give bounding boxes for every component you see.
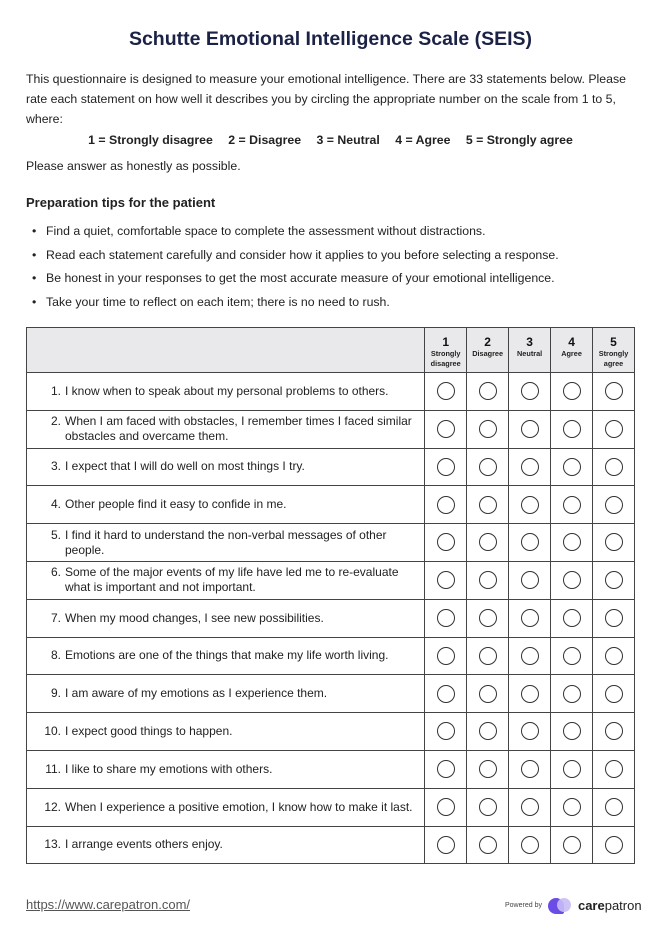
scale-legend xyxy=(0,133,661,147)
rating-radio-2[interactable] xyxy=(479,836,497,854)
rating-radio-1[interactable] xyxy=(437,382,455,400)
bullet-icon: • xyxy=(32,247,37,262)
option-cell xyxy=(425,561,467,599)
rating-radio-4[interactable] xyxy=(563,722,581,740)
option-cell xyxy=(551,675,593,713)
statement-cell xyxy=(27,486,425,524)
statement-text: I expect good things to happen. xyxy=(65,724,233,739)
brand-bold: care xyxy=(577,897,605,913)
rating-radio-1[interactable] xyxy=(437,647,455,665)
rating-radio-3[interactable] xyxy=(521,609,539,627)
statement-column-header xyxy=(27,328,425,373)
option-cell xyxy=(551,410,593,448)
rating-radio-1[interactable] xyxy=(437,609,455,627)
option-cell xyxy=(551,561,593,599)
rating-radio-3[interactable] xyxy=(521,382,539,400)
statement-number: 10. xyxy=(44,724,61,739)
option-cell xyxy=(551,637,593,675)
option-cell xyxy=(509,448,551,486)
column-label: Disagree xyxy=(472,349,504,358)
rating-radio-5[interactable] xyxy=(605,722,623,740)
table-row xyxy=(27,826,635,864)
rating-radio-4[interactable] xyxy=(563,533,581,551)
statement-text: When my mood changes, I see new possibilities. xyxy=(65,610,324,625)
statement-number: 2. xyxy=(50,414,61,429)
rating-radio-5[interactable] xyxy=(605,420,623,438)
rating-radio-3[interactable] xyxy=(521,458,539,476)
option-cell xyxy=(467,524,509,562)
option-cell xyxy=(593,373,635,411)
option-cell xyxy=(509,599,551,637)
option-cell xyxy=(551,448,593,486)
rating-radio-2[interactable] xyxy=(479,685,497,703)
statement-number: 12. xyxy=(44,799,61,814)
column-number: 5 xyxy=(610,335,617,349)
rating-radio-2[interactable] xyxy=(479,420,497,438)
statement-text: I like to share my emotions with others. xyxy=(65,761,273,776)
questionnaire-table xyxy=(26,327,635,864)
rating-radio-1[interactable] xyxy=(437,685,455,703)
rating-radio-4[interactable] xyxy=(563,496,581,514)
bullet-icon: • xyxy=(32,271,37,285)
option-cell xyxy=(467,373,509,411)
statement-cell xyxy=(27,826,425,864)
statement-text: I arrange events others enjoy. xyxy=(65,837,223,852)
statement-cell xyxy=(27,599,425,637)
rating-radio-3[interactable] xyxy=(521,685,539,703)
option-cell xyxy=(551,486,593,524)
statement-number: 1. xyxy=(50,383,61,398)
option-cell xyxy=(593,750,635,788)
option-cell xyxy=(593,826,635,864)
option-cell xyxy=(467,675,509,713)
rating-radio-4[interactable] xyxy=(563,458,581,476)
option-cell xyxy=(551,713,593,751)
option-cell xyxy=(425,788,467,826)
carepatron-logo-icon xyxy=(548,896,574,914)
option-cell xyxy=(593,448,635,486)
column-label: Strongly agree xyxy=(598,349,629,368)
page-title: Schutte Emotional Intelligence Scale (SEIS) xyxy=(128,28,533,50)
table-row xyxy=(27,750,635,788)
statement-cell xyxy=(27,788,425,826)
scale-legend-item: 4 = Agree xyxy=(395,133,451,147)
option-cell xyxy=(509,486,551,524)
table-row xyxy=(27,599,635,637)
rating-radio-1[interactable] xyxy=(437,836,455,854)
column-label: Neutral xyxy=(517,349,543,358)
statement-number: 3. xyxy=(50,459,61,474)
tip-item xyxy=(32,245,559,269)
column-label: Agree xyxy=(561,349,582,358)
option-cell xyxy=(509,826,551,864)
statement-text: I find it hard to understand the non-verbal messages of other people. xyxy=(65,527,387,557)
tip-text: Be honest in your responses to get the most accurate measure of your emotional intelligence. xyxy=(46,271,555,285)
statement-cell xyxy=(27,561,425,599)
statement-number: 13. xyxy=(44,837,61,852)
table-row xyxy=(27,675,635,713)
option-cell xyxy=(551,750,593,788)
bullet-icon: • xyxy=(32,224,37,238)
option-cell xyxy=(425,410,467,448)
rating-radio-3[interactable] xyxy=(521,722,539,740)
option-cell xyxy=(509,524,551,562)
option-cell xyxy=(551,788,593,826)
column-number: 4 xyxy=(568,335,575,349)
brand-rest: patron xyxy=(604,897,642,913)
rating-radio-2[interactable] xyxy=(479,798,497,816)
table-body xyxy=(27,373,635,864)
statement-cell xyxy=(27,713,425,751)
rating-radio-5[interactable] xyxy=(605,798,623,816)
rating-radio-1[interactable] xyxy=(437,722,455,740)
option-cell xyxy=(593,486,635,524)
option-cell xyxy=(467,486,509,524)
rating-radio-1[interactable] xyxy=(437,458,455,476)
option-cell xyxy=(425,826,467,864)
option-cell xyxy=(425,750,467,788)
rating-radio-5[interactable] xyxy=(605,609,623,627)
statement-number: 4. xyxy=(50,497,61,512)
statement-text: Other people find it easy to confide in me. xyxy=(65,497,287,512)
column-label: Strongly disagree xyxy=(430,349,461,368)
table-row xyxy=(27,524,635,562)
scale-legend-item: 1 = Strongly disagree xyxy=(88,133,213,147)
rating-radio-2[interactable] xyxy=(479,647,497,665)
statement-cell xyxy=(27,750,425,788)
option-cell xyxy=(551,373,593,411)
column-number: 3 xyxy=(526,335,533,349)
option-cell xyxy=(425,713,467,751)
option-cell xyxy=(509,637,551,675)
option-cell xyxy=(467,713,509,751)
rating-radio-1[interactable] xyxy=(437,496,455,514)
scale-legend-item: 3 = Neutral xyxy=(316,133,380,147)
rating-radio-2[interactable] xyxy=(479,382,497,400)
option-cell xyxy=(467,826,509,864)
rating-radio-1[interactable] xyxy=(437,571,455,589)
column-header-2 xyxy=(467,328,509,373)
statement-cell xyxy=(27,675,425,713)
rating-radio-5[interactable] xyxy=(605,760,623,778)
table-row xyxy=(27,410,635,448)
rating-radio-2[interactable] xyxy=(479,722,497,740)
statement-cell xyxy=(27,410,425,448)
option-cell xyxy=(467,750,509,788)
option-cell xyxy=(425,448,467,486)
carepatron-link[interactable]: https://www.carepatron.com/ xyxy=(26,897,191,912)
statement-cell xyxy=(27,524,425,562)
option-cell xyxy=(509,675,551,713)
option-cell xyxy=(593,410,635,448)
tips-heading: Preparation tips for the patient xyxy=(26,195,216,210)
option-cell xyxy=(467,599,509,637)
rating-radio-4[interactable] xyxy=(563,760,581,778)
rating-radio-5[interactable] xyxy=(605,533,623,551)
rating-radio-3[interactable] xyxy=(521,647,539,665)
statement-text: I know when to speak about my personal problems to others. xyxy=(65,383,389,398)
rating-radio-1[interactable] xyxy=(437,420,455,438)
table-row xyxy=(27,637,635,675)
option-cell xyxy=(593,788,635,826)
column-number: 1 xyxy=(442,335,450,349)
option-cell xyxy=(509,788,551,826)
option-cell xyxy=(467,410,509,448)
option-cell xyxy=(593,637,635,675)
column-header-4 xyxy=(551,328,593,373)
option-cell xyxy=(593,713,635,751)
tip-text: Take your time to reflect on each item; there is no need to rush. xyxy=(46,294,390,309)
statement-cell xyxy=(27,637,425,675)
rating-radio-4[interactable] xyxy=(563,609,581,627)
statement-text: When I experience a positive emotion, I know how to make it last. xyxy=(65,799,413,814)
brand-name xyxy=(578,898,642,913)
option-cell xyxy=(509,561,551,599)
table-row xyxy=(27,373,635,411)
column-header-5 xyxy=(593,328,635,373)
column-header-3 xyxy=(509,328,551,373)
option-cell xyxy=(593,524,635,562)
scale-legend-item: 2 = Disagree xyxy=(228,133,302,147)
option-cell xyxy=(593,599,635,637)
table-row xyxy=(27,448,635,486)
table-row xyxy=(27,561,635,599)
option-cell xyxy=(593,561,635,599)
rating-radio-2[interactable] xyxy=(479,496,497,514)
rating-radio-4[interactable] xyxy=(563,571,581,589)
rating-radio-3[interactable] xyxy=(521,420,539,438)
rating-radio-4[interactable] xyxy=(563,798,581,816)
statement-cell xyxy=(27,448,425,486)
option-cell xyxy=(509,750,551,788)
rating-radio-2[interactable] xyxy=(479,571,497,589)
table-header-row xyxy=(27,328,635,373)
scale-legend-item: 5 = Strongly agree xyxy=(465,133,573,147)
column-number: 2 xyxy=(484,335,491,349)
statement-number: 8. xyxy=(50,648,61,663)
powered-by-badge xyxy=(505,896,642,914)
tip-item xyxy=(32,292,559,316)
honesty-note: Please answer as honestly as possible. xyxy=(26,159,241,173)
statement-text: I expect that I will do well on most things I try. xyxy=(65,459,305,474)
rating-radio-4[interactable] xyxy=(563,382,581,400)
table-row xyxy=(27,486,635,524)
option-cell xyxy=(467,788,509,826)
rating-radio-2[interactable] xyxy=(479,609,497,627)
option-cell xyxy=(509,713,551,751)
rating-radio-5[interactable] xyxy=(605,836,623,854)
rating-radio-5[interactable] xyxy=(605,458,623,476)
tips-list xyxy=(32,221,559,315)
rating-radio-2[interactable] xyxy=(479,458,497,476)
option-cell xyxy=(425,373,467,411)
rating-radio-4[interactable] xyxy=(563,420,581,438)
option-cell xyxy=(425,675,467,713)
option-cell xyxy=(509,410,551,448)
tip-item xyxy=(32,221,559,245)
rating-radio-1[interactable] xyxy=(437,760,455,778)
option-cell xyxy=(467,448,509,486)
statement-cell xyxy=(27,373,425,411)
rating-radio-5[interactable] xyxy=(605,685,623,703)
rating-radio-3[interactable] xyxy=(521,760,539,778)
option-cell xyxy=(551,524,593,562)
rating-radio-1[interactable] xyxy=(437,798,455,816)
statement-number: 5. xyxy=(50,527,61,542)
option-cell xyxy=(509,373,551,411)
statement-text: When I am faced with obstacles, I remember times I faced similar obstacles and overcame them. xyxy=(65,414,412,444)
statement-text: Some of the major events of my life have led me to re-evaluate what is important and not important. xyxy=(65,565,399,595)
rating-radio-3[interactable] xyxy=(521,533,539,551)
tip-item xyxy=(32,268,559,292)
tip-text: Read each statement carefully and consider how it applies to you before selecting a response. xyxy=(46,247,559,262)
rating-radio-4[interactable] xyxy=(563,685,581,703)
table-row xyxy=(27,788,635,826)
statement-number: 11. xyxy=(45,761,61,776)
rating-radio-2[interactable] xyxy=(479,760,497,778)
option-cell xyxy=(467,637,509,675)
powered-by-text: Powered by xyxy=(505,901,542,909)
rating-radio-5[interactable] xyxy=(605,647,623,665)
rating-radio-5[interactable] xyxy=(605,382,623,400)
rating-radio-3[interactable] xyxy=(521,798,539,816)
tip-text: Find a quiet, comfortable space to complete the assessment without distractions. xyxy=(46,224,486,238)
rating-radio-1[interactable] xyxy=(437,533,455,551)
rating-radio-5[interactable] xyxy=(605,571,623,589)
option-cell xyxy=(551,826,593,864)
rating-radio-5[interactable] xyxy=(605,496,623,514)
rating-radio-2[interactable] xyxy=(479,533,497,551)
intro-paragraph: This questionnaire is designed to measure your emotional intelligence. There are 33 statements below. Please rate each statement on how well it describes you by circling the appropriate number on the scale from 1 to 5, where: xyxy=(26,72,626,126)
option-cell xyxy=(467,561,509,599)
rating-radio-4[interactable] xyxy=(563,647,581,665)
table-row xyxy=(27,713,635,751)
rating-radio-4[interactable] xyxy=(563,836,581,854)
rating-radio-3[interactable] xyxy=(521,836,539,854)
option-cell xyxy=(425,524,467,562)
option-cell xyxy=(425,599,467,637)
option-cell xyxy=(425,637,467,675)
option-cell xyxy=(551,599,593,637)
statement-number: 6. xyxy=(50,565,61,580)
option-cell xyxy=(425,486,467,524)
rating-radio-3[interactable] xyxy=(521,571,539,589)
option-cell xyxy=(593,675,635,713)
bullet-icon: • xyxy=(32,294,37,309)
statement-number: 7. xyxy=(50,610,61,625)
rating-radio-3[interactable] xyxy=(521,496,539,514)
statement-number: 9. xyxy=(50,686,61,701)
column-header-1 xyxy=(425,328,467,373)
statement-text: I am aware of my emotions as I experience them. xyxy=(65,686,328,701)
statement-text: Emotions are one of the things that make my life worth living. xyxy=(65,648,389,663)
